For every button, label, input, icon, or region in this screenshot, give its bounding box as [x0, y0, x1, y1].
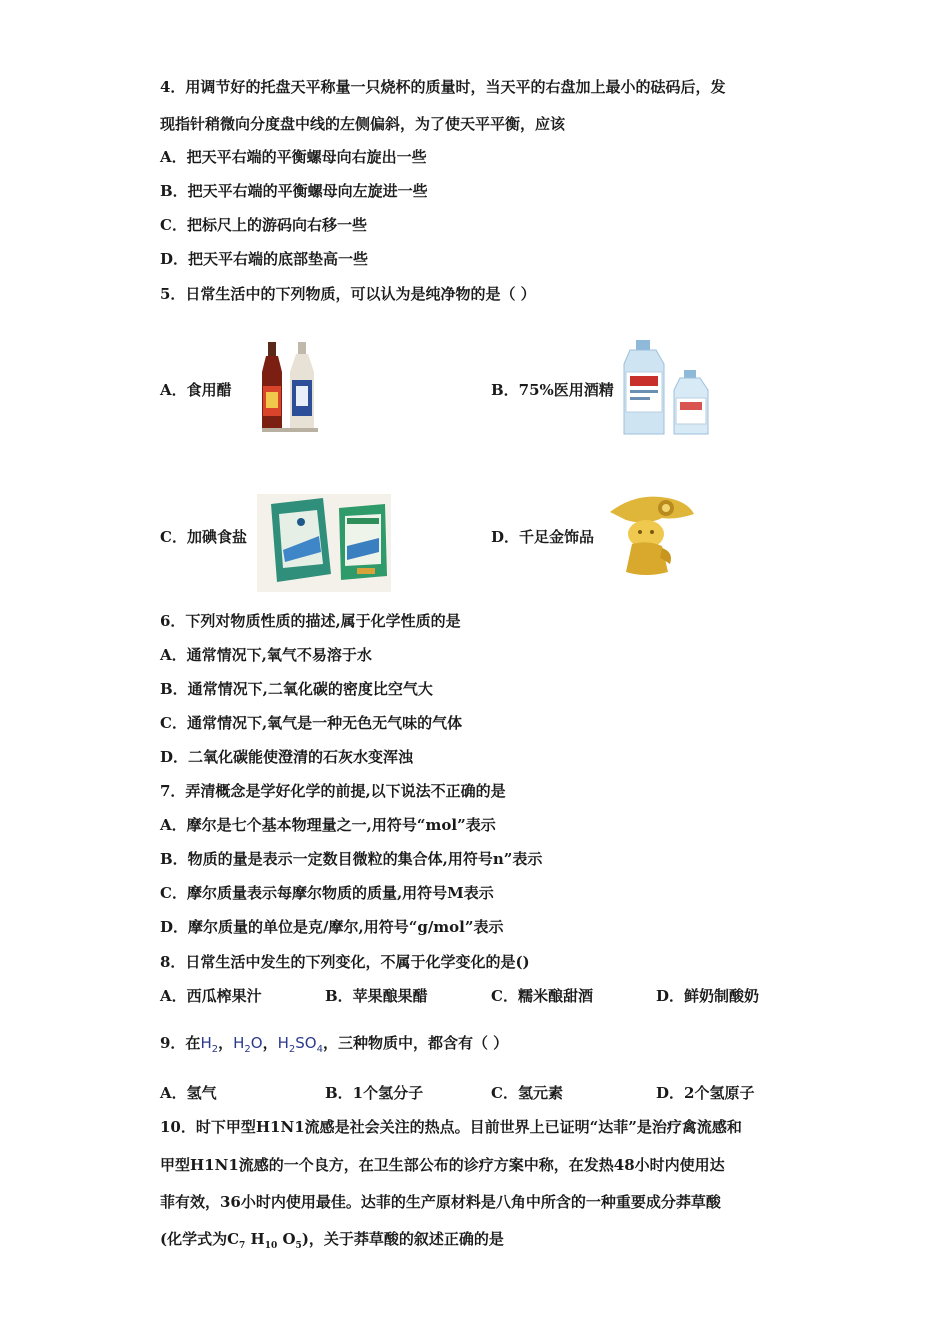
alcohol-bottles-image — [622, 340, 718, 438]
q5-option-b: B．75%医用酒精 — [491, 381, 614, 399]
q10-line2: 甲型H1N1流感的一个良方，在卫生部公布的诊疗方案中称，在发热48小时内使用达 — [160, 1156, 725, 1174]
q10-line4: (化学式为$C_7$ $H_{10}$ $O_5$)，关于莽草酸的叙述正确的是 — [160, 1230, 504, 1251]
formula-h2so4: $H_2SO_4$ — [277, 1034, 323, 1055]
q4-option-d: D．把天平右端的底部垫高一些 — [160, 250, 369, 268]
q4-option-c: C．把标尺上的游码向右移一些 — [160, 216, 367, 234]
q5-option-a: A．食用醋 — [160, 381, 232, 399]
q4-option-a: A．把天平右端的平衡螺母向右旋出一些 — [160, 148, 427, 166]
q9-stem — [160, 1033, 508, 1060]
iodized-salt-bags-image — [257, 494, 391, 592]
q7-option-d: D．摩尔质量的单位是克/摩尔,用符号“g/mol”表示 — [160, 918, 504, 936]
q4-stem-line1: 4．用调节好的托盘天平称量一只烧杯的质量时，当天平的右盘加上最小的砝码后，发 — [160, 78, 726, 96]
q5-option-d: D．千足金饰品 — [491, 528, 595, 546]
q9-option-a: A．氢气 — [160, 1084, 217, 1102]
q7-option-a: A．摩尔是七个基本物理量之一,用符号“mol”表示 — [160, 816, 496, 834]
formula-h2o: $H_2O$ — [233, 1034, 263, 1055]
q9-sep1: ， — [218, 1034, 234, 1052]
formula-h2: $H_2$ — [200, 1034, 219, 1055]
q8-option-c: C．糯米酿甜酒 — [491, 987, 593, 1005]
q6-option-d: D．二氧化碳能使澄清的石灰水变浑浊 — [160, 748, 414, 766]
q6-option-b: B．通常情况下,二氧化碳的密度比空气大 — [160, 680, 433, 698]
q9-sep2: ， — [262, 1034, 278, 1052]
q7-stem: 7．弄清概念是学好化学的前提,以下说法不正确的是 — [160, 782, 506, 800]
q9-option-c: C．氢元素 — [491, 1084, 563, 1102]
q7-option-b: B．物质的量是表示一定数目微粒的集合体,用符号n”表示 — [160, 850, 543, 868]
vinegar-bottles-image — [262, 342, 322, 434]
gold-ornament-image — [606, 490, 696, 578]
q5-stem: 5．日常生活中的下列物质，可以认为是纯净物的是（ ） — [160, 285, 536, 303]
q6-option-a: A．通常情况下,氧气不易溶于水 — [160, 646, 372, 664]
q10-line1: 10．时下甲型H1N1流感是社会关注的热点。目前世界上已证明“达菲”是治疗禽流感和 — [160, 1118, 742, 1136]
q8-option-a: A．西瓜榨果汁 — [160, 987, 262, 1005]
q9-option-d: D．2个氢原子 — [656, 1084, 755, 1102]
q6-option-c: C．通常情况下,氧气是一种无色无气味的气体 — [160, 714, 463, 732]
q4-option-b: B．把天平右端的平衡螺母向左旋进一些 — [160, 182, 428, 200]
q9-prefix: 9．在 — [160, 1034, 201, 1052]
q6-stem: 6．下列对物质性质的描述,属于化学性质的是 — [160, 612, 461, 630]
q10-line3: 菲有效，36小时内使用最佳。达菲的生产原材料是八角中所含的一种重要成分莽草酸 — [160, 1193, 721, 1211]
q9-option-b: B．1个氢分子 — [325, 1084, 424, 1102]
q7-option-c: C．摩尔质量表示每摩尔物质的质量,用符号M表示 — [160, 884, 494, 902]
q8-option-d: D．鲜奶制酸奶 — [656, 987, 760, 1005]
q8-option-b: B．苹果酿果醋 — [325, 987, 428, 1005]
q8-stem: 8．日常生活中发生的下列变化，不属于化学变化的是() — [160, 953, 530, 971]
q5-option-c: C．加碘食盐 — [160, 528, 247, 546]
q4-stem-line2: 现指针稍微向分度盘中线的左侧偏斜，为了使天平平衡，应该 — [160, 115, 566, 133]
q9-suffix: ，三种物质中，都含有（ ） — [322, 1034, 509, 1052]
